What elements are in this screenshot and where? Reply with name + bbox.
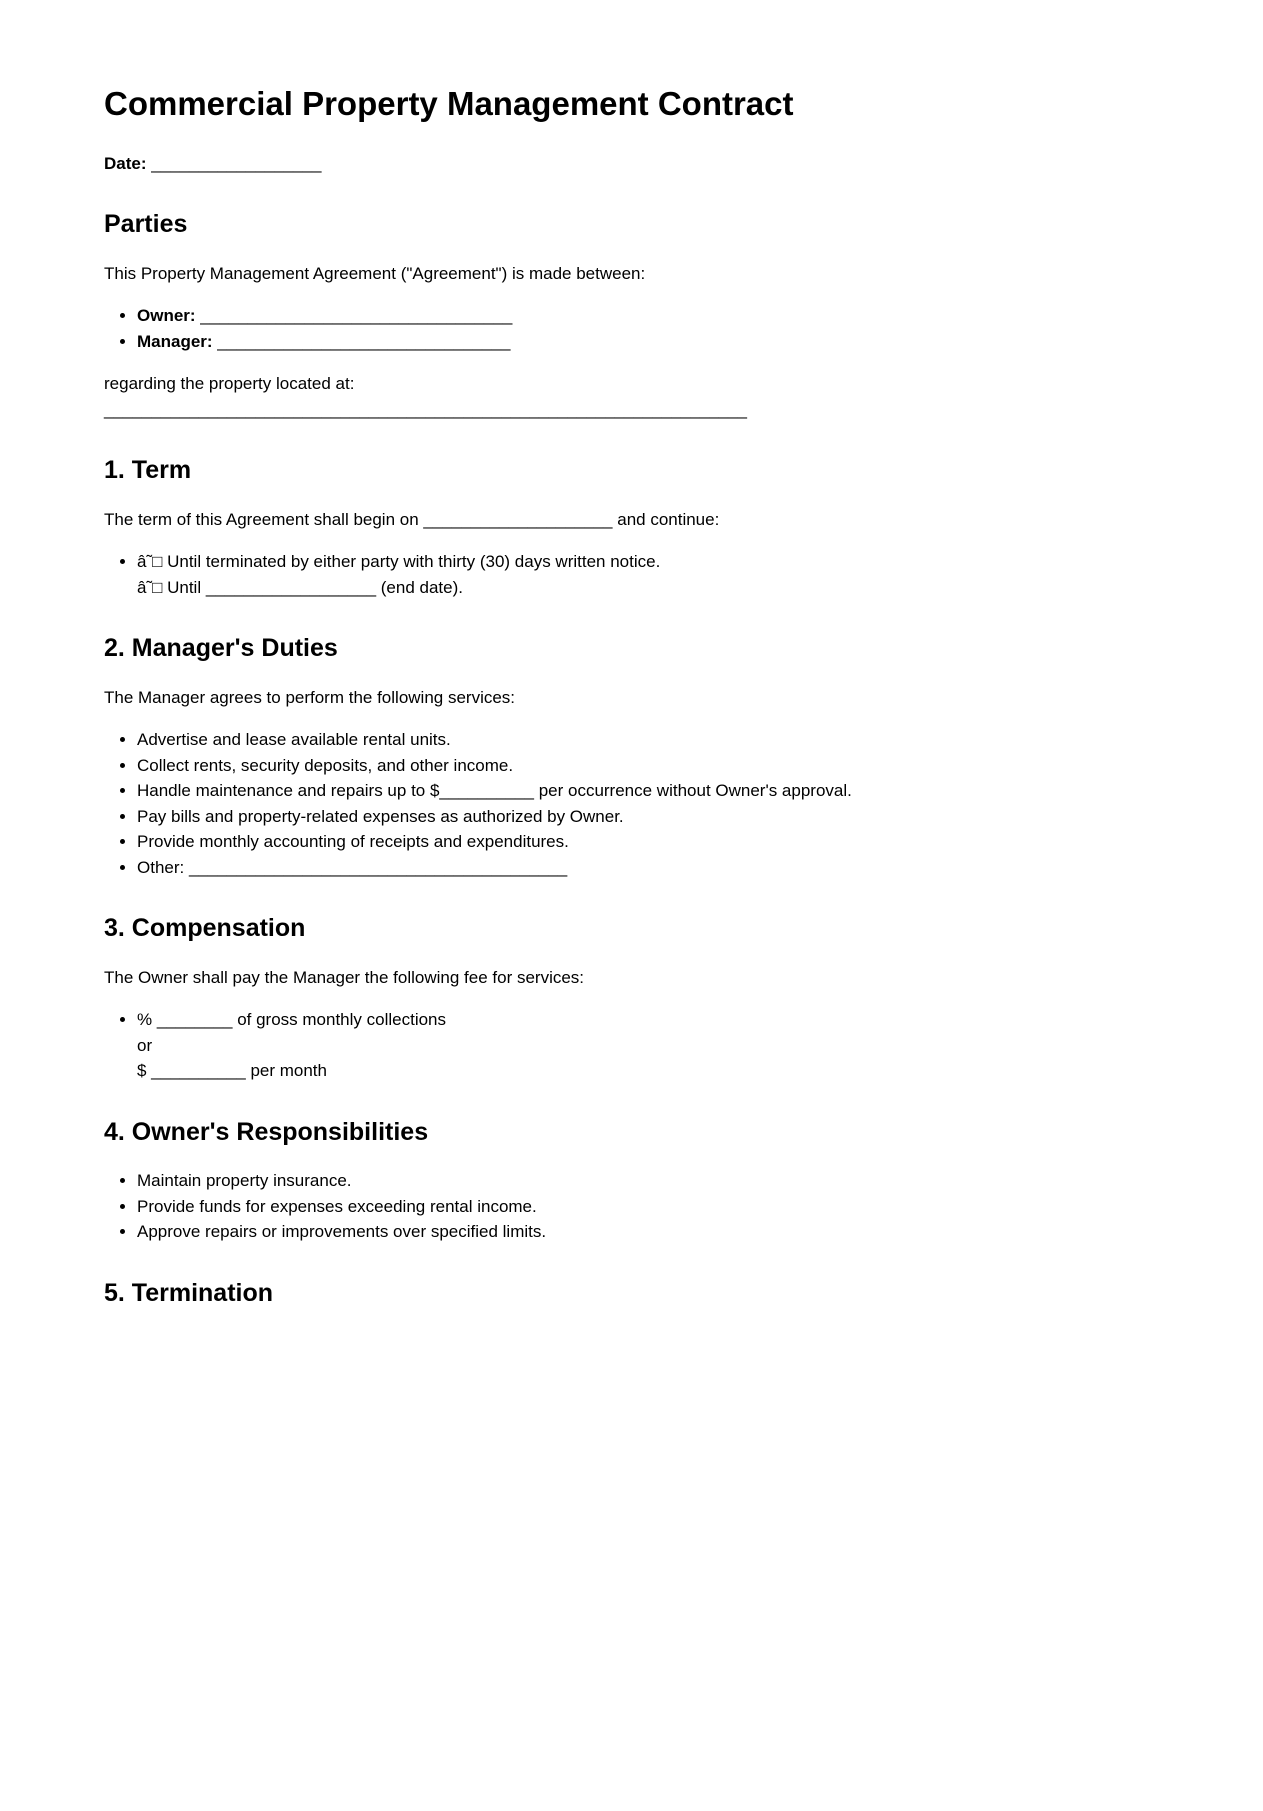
parties-intro: This Property Management Agreement ("Agreement") is made between: [104, 263, 646, 283]
term-intro-suffix: and continue: [617, 509, 720, 529]
duty-item-accounting: • Provide monthly accounting of receipts and expenditures. [137, 829, 1163, 855]
manager-line [137, 329, 1163, 355]
property-location-intro: regarding the property located at: [104, 374, 355, 393]
duty-item-advertise: • Advertise and lease available rental units. [137, 727, 1163, 753]
compensation-item [137, 1007, 1163, 1084]
parties-list [104, 303, 1163, 354]
compensation-or-label: or [137, 1035, 153, 1055]
term-intro-prefix: The term of this Agreement shall begin on [104, 509, 419, 529]
section-heading-managers-duties: 2. Manager's Duties [104, 634, 338, 662]
date-label: Date: [104, 153, 147, 173]
section-heading-compensation: 3. Compensation [104, 914, 306, 942]
responsibility-item-funds: • Provide funds for expenses exceeding rental income. [137, 1194, 1163, 1220]
date-blank: __________________ [146, 153, 322, 173]
section-heading-termination: 5. Termination [104, 1278, 274, 1303]
term-options-list [104, 549, 1163, 600]
owner-line [137, 303, 1163, 329]
section-heading-term: 1. Term [104, 456, 192, 484]
responsibility-item-approve-repairs: • Approve repairs or improvements over specified limits. [137, 1219, 1163, 1245]
owner-label: Owner: [137, 306, 196, 325]
duty-item-pay-bills: • Pay bills and property-related expenses as authorized by Owner. [137, 804, 1163, 830]
duty-item-collect-rents: • Collect rents, security deposits, and other income. [137, 753, 1163, 779]
document-title: Commercial Property Management Contract [104, 85, 794, 122]
term-intro-line [104, 507, 1163, 533]
duty-item-other: • Other: ________________________________________ [137, 855, 1163, 881]
term-option-notice: â˜□ Until terminated by either party with thirty (30) days written notice. [137, 552, 661, 571]
compensation-flat-fee-line: $ __________ per month [137, 1061, 327, 1080]
compensation-list [104, 1007, 1163, 1084]
property-location-paragraph [104, 371, 1163, 422]
owner-responsibilities-list [104, 1168, 1163, 1245]
term-option-item [137, 549, 1163, 600]
manager-blank: _______________________________ [212, 331, 511, 351]
compensation-intro: The Owner shall pay the Manager the following fee for services: [104, 967, 585, 987]
section-heading-parties: Parties [104, 210, 188, 238]
date-line [104, 151, 1163, 177]
term-option-end-suffix: (end date). [380, 577, 463, 597]
responsibility-item-insurance: • Maintain property insurance. [137, 1168, 1163, 1194]
property-address-blank: ____________________________________________________________________ [104, 399, 747, 419]
term-option-end-prefix: â˜□ Until [137, 577, 202, 597]
duties-list [104, 727, 1163, 880]
duties-intro: The Manager agrees to perform the following services: [104, 687, 516, 707]
term-start-date-blank: ____________________ [418, 509, 618, 529]
section-heading-owners-responsibilities: 4. Owner's Responsibilities [104, 1117, 429, 1146]
owner-blank: _________________________________ [195, 306, 513, 325]
compensation-percent-line: % ________ of gross monthly collections [137, 1010, 447, 1029]
term-end-date-blank: __________________ [201, 577, 381, 597]
manager-label: Manager: [137, 331, 213, 351]
duty-item-maintenance: • Handle maintenance and repairs up to $__________ per occurrence without Owner's approval. [137, 778, 1163, 804]
